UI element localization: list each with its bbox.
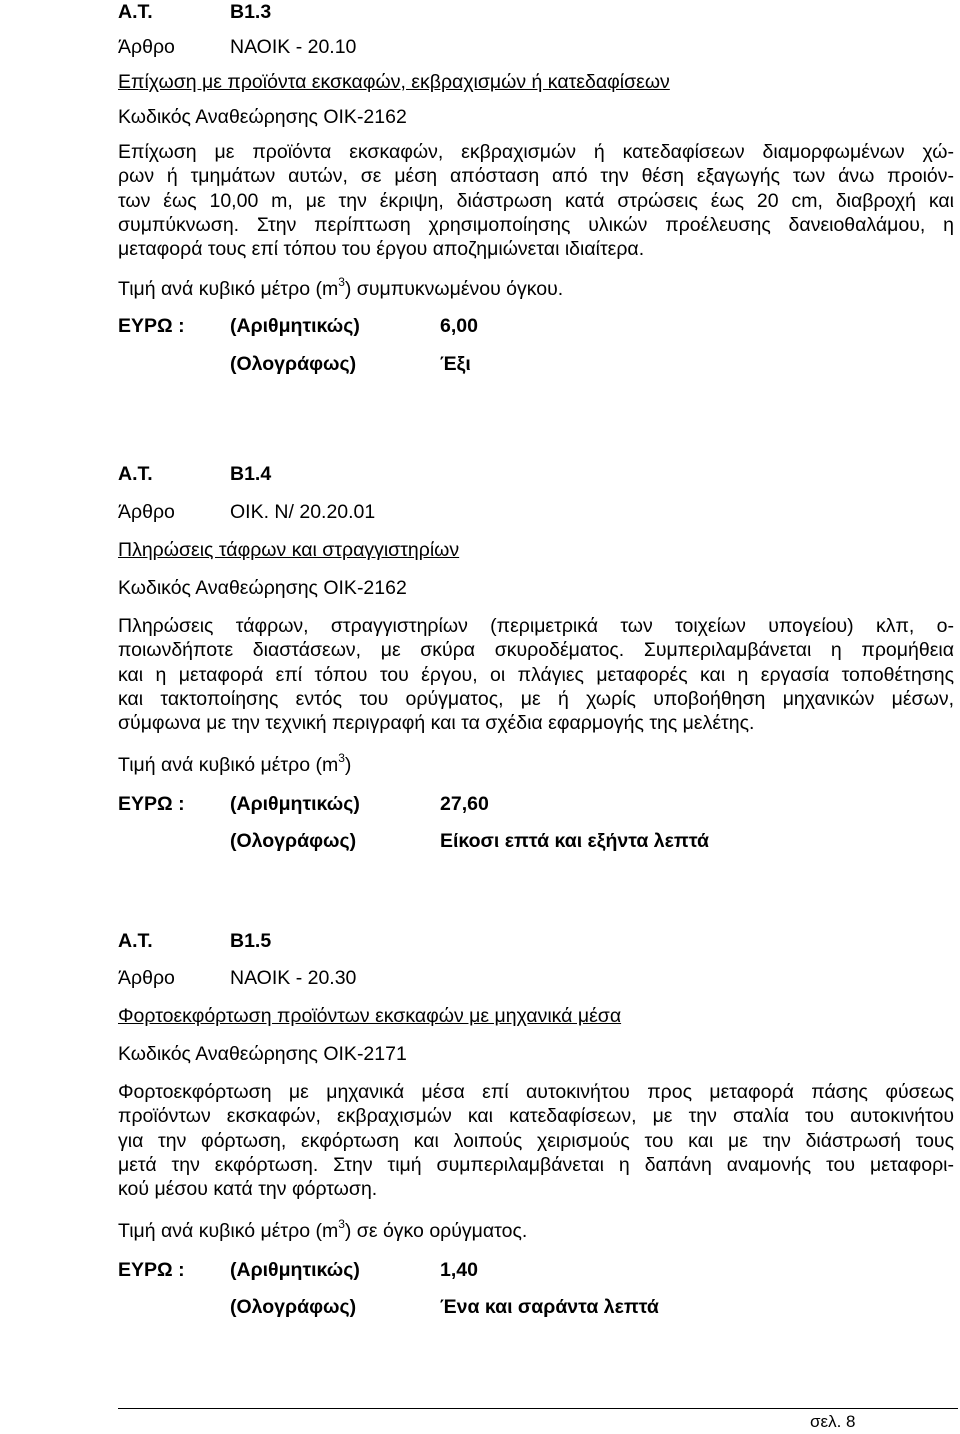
description-line: και τακτοποίησης εντός του ορύγματος, με ή χωρίς υποβοήθηση μηχανικών μέσων, [118,687,954,710]
revision-code: Κωδικός Αναθεώρησης ΟΙΚ-2171 [118,1043,407,1065]
unit-prefix: Τιμή ανά κυβικό μέτρο (m [118,1220,339,1242]
unit-suffix: ) συμπυκνωμένου όγκου. [344,278,564,300]
at-code: Β1.4 [230,463,272,485]
price-numeric-row [118,1258,478,1282]
words-value: Είκοσι επτά και εξήντα λεπτά [440,830,709,852]
section-b1-3 [118,0,958,408]
words-label: (Ολογράφως) [230,830,357,852]
price-numeric-row [118,314,478,338]
unit-superscript: 3 [338,750,345,765]
unit-suffix: ) [344,754,352,776]
at-code: Β1.3 [230,1,272,23]
description-line: μεταφορά τους επί τόπου του έργου αποζημιώνεται ιδιαίτερα. [118,238,645,261]
description-line: Φορτοεκφόρτωση με μηχανικά μέσα επί αυτοκινήτου προς μεταφορά πάσης φύσεως [118,1081,954,1103]
description-line: ποιωνδήποτε διαστάσεων, με σκύρα σκυροδέματος. Συμπεριλαμβάνεται η προμήθεια [118,639,954,662]
description-line: Πληρώσεις τάφρων, στραγγιστηρίων (περιμετρικά των τοιχείων υπογείου) κλπ, ο- [118,615,954,637]
description-line: των έως 10,00 m, με την έκριψη, διάστρωση κατά στρώσεις έως 20 cm, διαβροχή και [118,189,954,212]
at-row [118,0,272,24]
description-line: προϊόντων εκσκαφών, εκβραχισμών και κατεδαφίσεων, με την σταλία του αυτοκινήτου [118,1105,954,1128]
numeric-label: (Αριθμητικώς) [230,793,360,815]
page-number: σελ. 8 [810,1412,856,1431]
description-line: σύμφωνα με την τεχνική περιγραφή και τα σχέδια εφαρμογής της μελέτης. [118,712,755,735]
item-description [118,614,954,735]
words-value: Ένα και σαράντα λεπτά [440,1296,659,1318]
description-line: και η μεταφορά επί τόπου του έργου, οι πλάγιες μεταφορές και η εργασία τοποθέτησης [118,663,954,686]
description-line: ρων ή τμημάτων αυτών, σε μέση απόσταση από την θέση εξαγωγής των άνω προιόν- [118,165,954,188]
footer-divider [118,1408,958,1409]
at-label: Α.Τ. [118,463,153,485]
article-code: ΝΑΟΙΚ - 20.10 [230,36,357,58]
description-line: για την φόρτωση, εκφόρτωση και λοιπούς χειρισμούς του και με την διάστρωσή τους [118,1129,954,1152]
numeric-value: 27,60 [440,793,489,815]
item-title: Επίχωση με προϊόντα εκσκαφών, εκβραχισμών ή κατεδαφίσεων [118,71,670,93]
unit-text [118,750,352,777]
unit-prefix: Τιμή ανά κυβικό μέτρο (m [118,754,339,776]
at-row [118,929,272,953]
article-label: Άρθρο [118,501,175,523]
numeric-value: 1,40 [440,1259,478,1281]
numeric-value: 6,00 [440,315,478,337]
unit-text [118,1216,528,1243]
revision-code: Κωδικός Αναθεώρησης ΟΙΚ-2162 [118,106,407,128]
item-description [118,140,954,261]
numeric-label: (Αριθμητικώς) [230,315,360,337]
unit-suffix: ) σε όγκο ορύγματος. [344,1220,528,1242]
item-title: Φορτοεκφόρτωση προϊόντων εκσκαφών με μηχανικά μέσα [118,1005,622,1027]
unit-prefix: Τιμή ανά κυβικό μέτρο (m [118,278,339,300]
euro-label: ΕΥΡΩ : [118,793,185,815]
article-row [118,500,376,524]
at-label: Α.Τ. [118,930,153,952]
section-b1-5 [118,929,958,1329]
numeric-label: (Αριθμητικώς) [230,1259,360,1281]
article-code: ΝΑΟΙΚ - 20.30 [230,967,357,989]
article-row [118,966,357,990]
description-line: κού μέσου κατά την φόρτωση. [118,1178,378,1201]
at-row [118,462,272,486]
words-label: (Ολογράφως) [230,353,357,375]
description-line: μετά την εκφόρτωση. Στην τιμή συμπεριλαμβάνεται η δαπάνη αναμονής του μεταφορι- [118,1153,954,1176]
item-description [118,1080,954,1201]
euro-label: ΕΥΡΩ : [118,1259,185,1281]
article-label: Άρθρο [118,36,175,58]
words-value: Έξι [440,353,471,375]
description-line: συμπύκνωση. Στην περίπτωση χρησιμοποίησης υλικών προέλευσης δανειοθαλάμου, η [118,213,954,236]
item-title: Πληρώσεις τάφρων και στραγγιστηρίων [118,539,460,561]
revision-code: Κωδικός Αναθεώρησης ΟΙΚ-2162 [118,577,407,599]
words-label: (Ολογράφως) [230,1296,357,1318]
euro-label: ΕΥΡΩ : [118,315,185,337]
at-label: Α.Τ. [118,1,153,23]
unit-superscript: 3 [338,1216,345,1231]
at-code: Β1.5 [230,930,272,952]
description-line: Επίχωση με προϊόντα εκσκαφών, εκβραχισμών ή κατεδαφίσεων διαμορφωμένων χώ- [118,141,954,163]
price-numeric-row [118,792,489,816]
section-b1-4 [118,462,958,862]
unit-superscript: 3 [338,274,345,289]
article-label: Άρθρο [118,967,175,989]
unit-text [118,274,564,301]
article-row [118,35,357,59]
article-code: ΟΙΚ. Ν/ 20.20.01 [230,501,376,523]
